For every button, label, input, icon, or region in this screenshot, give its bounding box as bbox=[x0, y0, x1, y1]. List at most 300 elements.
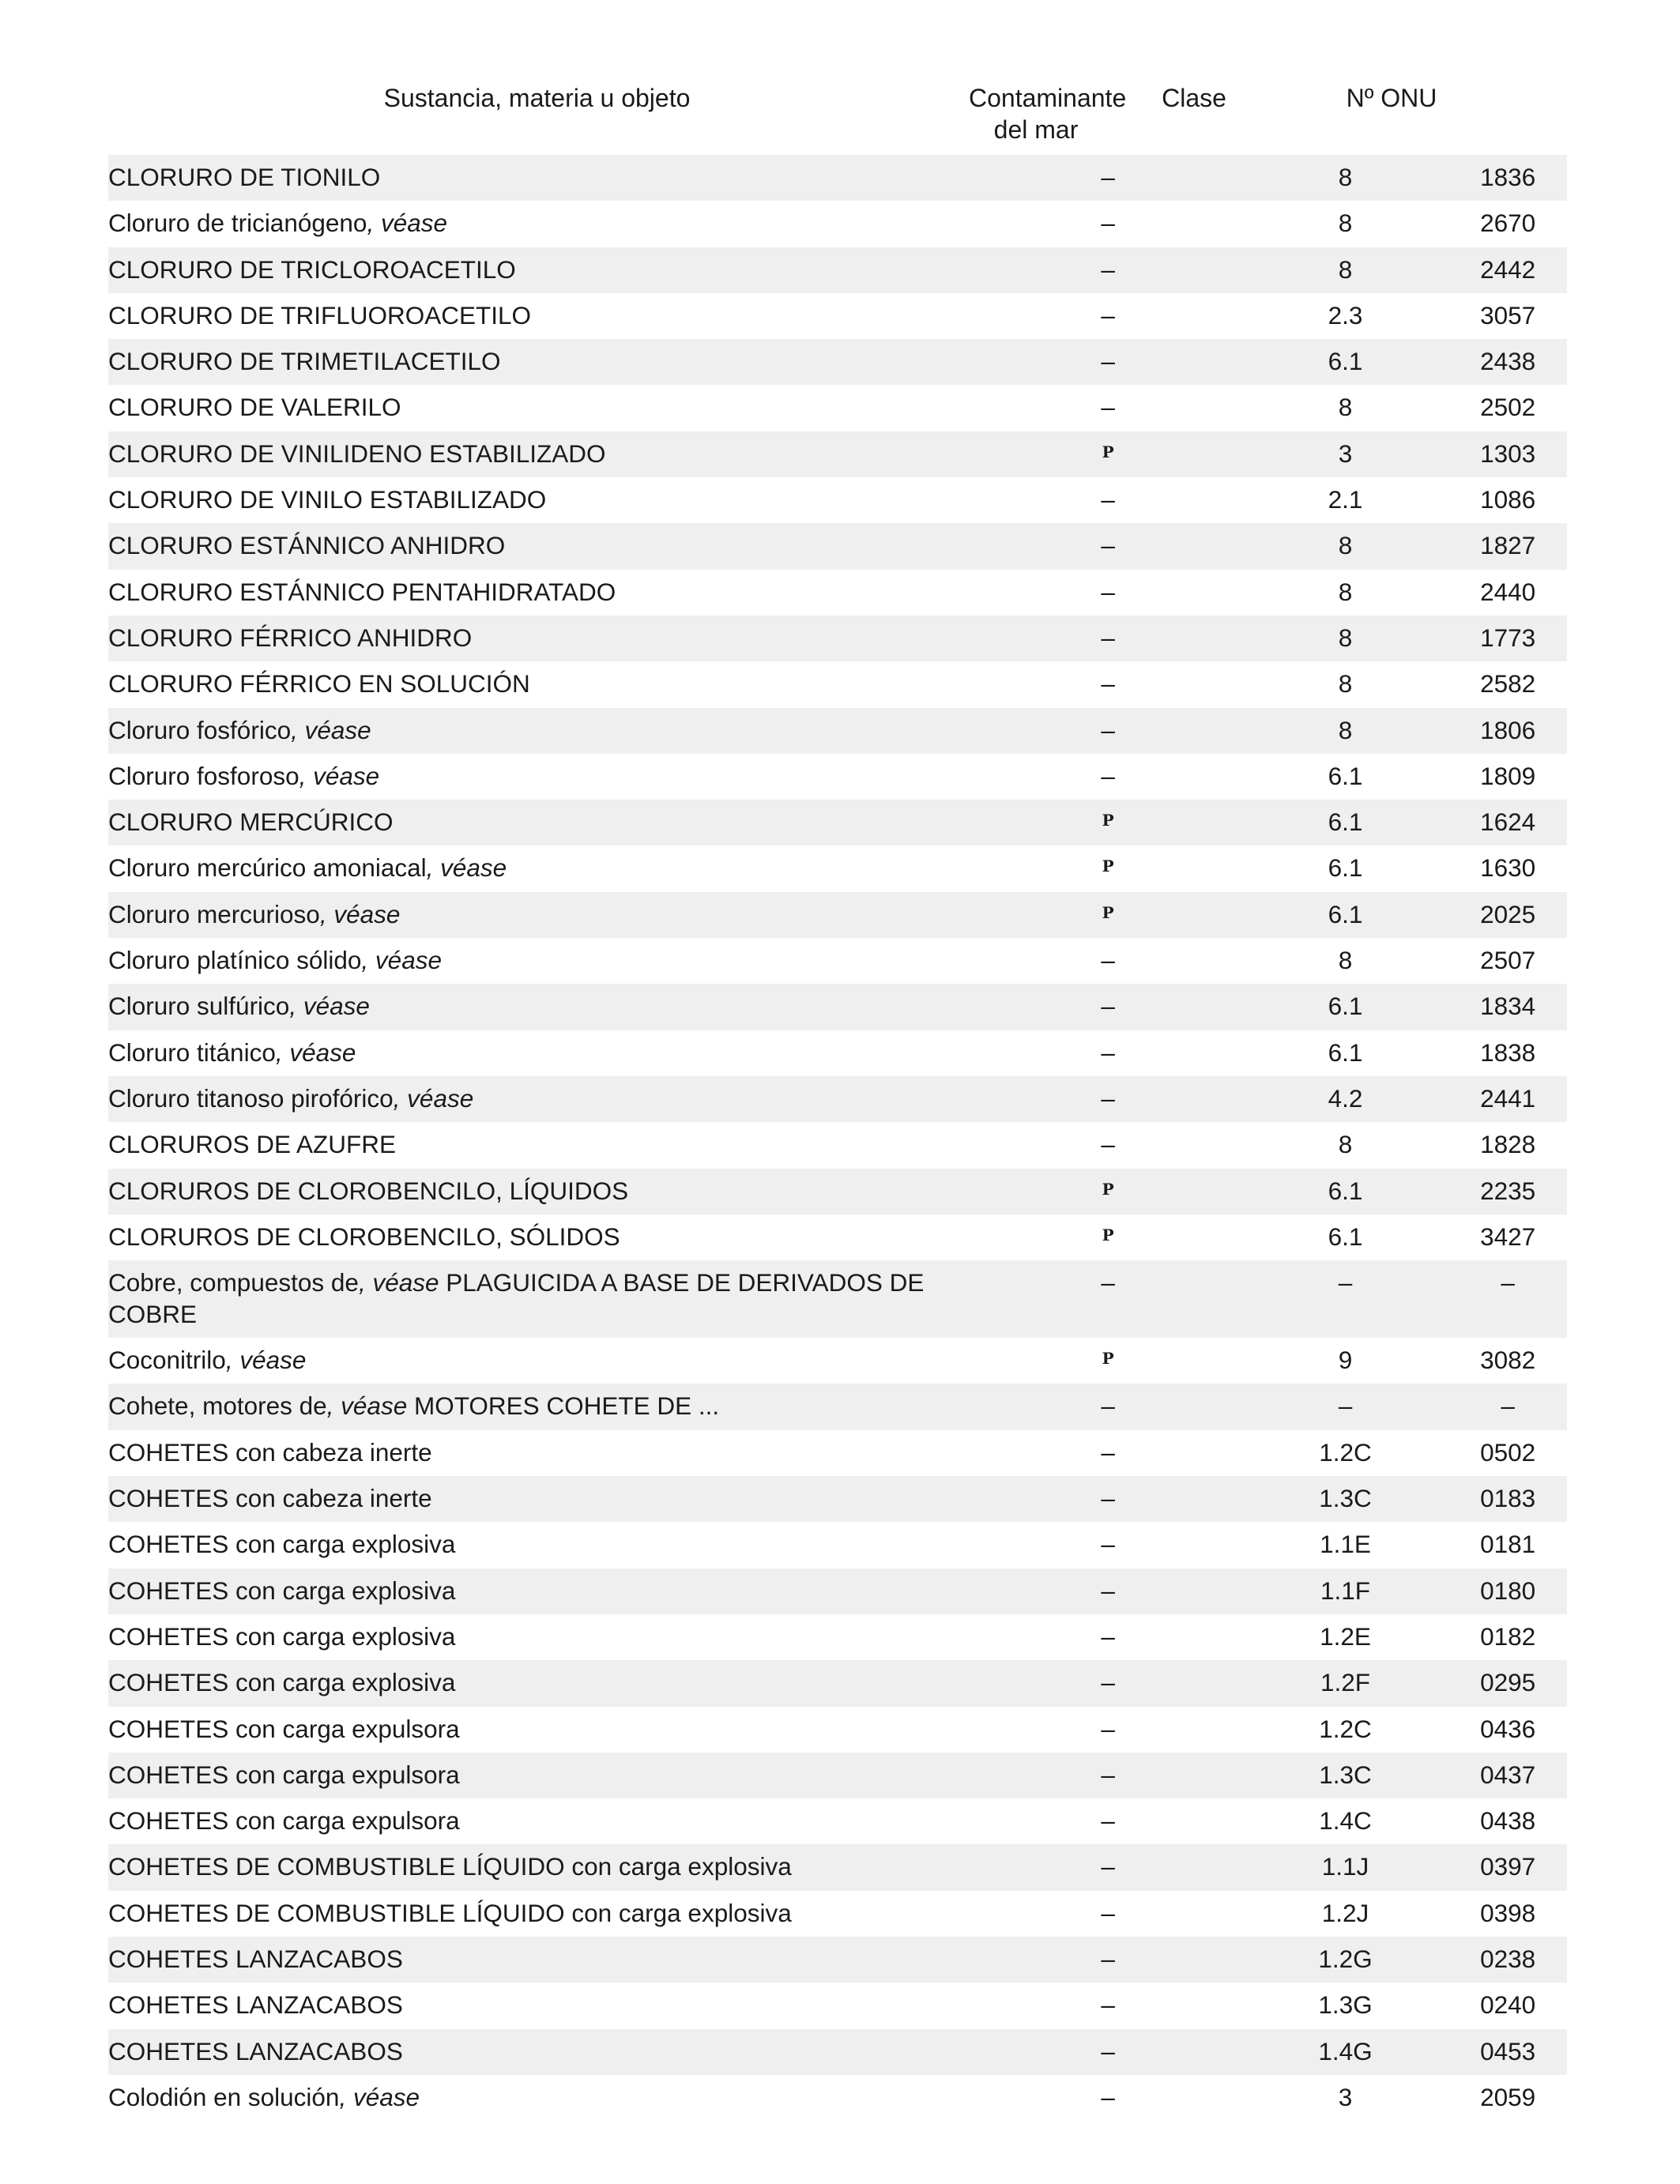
marine-pollutant-cell bbox=[968, 345, 1249, 377]
see-reference: , véase bbox=[299, 761, 380, 790]
marine-pollutant-dash: – bbox=[1101, 300, 1115, 329]
un-number-cell: – bbox=[1501, 1391, 1515, 1421]
marine-pollutant-dash: – bbox=[1101, 393, 1115, 422]
class-cell: 8 bbox=[1338, 669, 1353, 699]
substance-name-text: Cloruro fosfórico bbox=[108, 715, 292, 744]
class-cell: 1.4G bbox=[1318, 2036, 1373, 2065]
substance-name-text: Cohete, motores de bbox=[108, 1391, 327, 1421]
table-row bbox=[108, 1214, 1567, 1260]
substance-name bbox=[108, 391, 968, 423]
substance-name-text: CLORURO ESTÁNNICO ANHIDRO bbox=[108, 531, 506, 560]
un-number-cell: 1630 bbox=[1480, 853, 1536, 883]
substance-name bbox=[108, 714, 968, 746]
substance-name bbox=[108, 1621, 968, 1652]
see-reference: , véase bbox=[339, 2082, 420, 2111]
table-header bbox=[108, 79, 1567, 155]
class-cell: 8 bbox=[1338, 577, 1353, 606]
marine-pollutant-mark: P bbox=[1102, 902, 1114, 922]
marine-pollutant-dash: – bbox=[1101, 531, 1115, 560]
substance-name bbox=[108, 254, 968, 285]
marine-pollutant-dash: – bbox=[1101, 715, 1115, 744]
table-row bbox=[108, 1260, 1567, 1338]
marine-pollutant-cell bbox=[968, 254, 1249, 285]
substance-name bbox=[108, 622, 968, 653]
substance-name bbox=[108, 760, 968, 792]
see-reference: , véase bbox=[319, 899, 401, 928]
substance-name-text: Colodión en solución bbox=[108, 2082, 340, 2111]
un-number-cell: 1773 bbox=[1480, 623, 1536, 652]
class-cell: 3 bbox=[1338, 2082, 1353, 2111]
marine-pollutant-cell bbox=[968, 898, 1249, 933]
class-cell: 8 bbox=[1338, 163, 1353, 191]
table-row bbox=[108, 708, 1567, 754]
marine-pollutant-mark: P bbox=[1102, 1349, 1114, 1369]
table-row bbox=[108, 155, 1567, 201]
substance-name bbox=[108, 1083, 968, 1114]
marine-pollutant-dash: – bbox=[1101, 1530, 1115, 1559]
un-number-cell: 0295 bbox=[1480, 1668, 1536, 1697]
substance-name bbox=[108, 1267, 968, 1330]
marine-pollutant-mark: P bbox=[1102, 442, 1114, 461]
substance-name-text: CLORUROS DE CLOROBENCILO, SÓLIDOS bbox=[108, 1222, 620, 1251]
substance-name bbox=[108, 806, 968, 838]
un-number-cell: 2025 bbox=[1480, 899, 1536, 928]
substance-name-text: Cloruro mercurioso bbox=[108, 899, 320, 928]
table-row bbox=[108, 2029, 1567, 2075]
table-row bbox=[108, 661, 1567, 707]
un-number-cell: 0181 bbox=[1480, 1530, 1536, 1559]
substance-name bbox=[108, 990, 968, 1022]
substance-name bbox=[108, 1851, 968, 1882]
substance-name bbox=[108, 1037, 968, 1068]
substance-name-text: CLORURO DE VINILIDENO ESTABILIZADO bbox=[108, 439, 606, 468]
un-number-cell: 1086 bbox=[1480, 485, 1536, 514]
marine-pollutant-cell bbox=[968, 760, 1249, 792]
substance-name-text: Cloruro sulfúrico bbox=[108, 992, 290, 1021]
marine-pollutant-cell bbox=[968, 1897, 1249, 1929]
marine-pollutant-cell bbox=[968, 1482, 1249, 1514]
class-cell: 1.2F bbox=[1320, 1668, 1371, 1697]
un-number-cell: 2441 bbox=[1480, 1083, 1536, 1113]
see-reference: , véase bbox=[358, 1268, 439, 1297]
substance-name bbox=[108, 161, 968, 193]
substance-name bbox=[108, 1666, 968, 1698]
marine-pollutant-dash: – bbox=[1101, 1944, 1115, 1973]
marine-pollutant-dash: – bbox=[1101, 1083, 1115, 1113]
un-number-cell: 1838 bbox=[1480, 1037, 1536, 1067]
class-cell: 1.2E bbox=[1320, 1621, 1371, 1651]
see-reference: , véase bbox=[225, 1346, 307, 1375]
substance-name-text: COHETES DE COMBUSTIBLE LÍQUIDO con carga explosiva bbox=[108, 1898, 792, 1927]
see-target: MOTORES COHETE DE ... bbox=[407, 1391, 720, 1421]
marine-pollutant-dash: – bbox=[1101, 209, 1115, 238]
class-cell: 8 bbox=[1338, 393, 1353, 422]
class-cell: 1.2C bbox=[1319, 1437, 1372, 1467]
class-cell: 1.3C bbox=[1319, 1484, 1372, 1513]
un-number-cell: 2670 bbox=[1480, 209, 1536, 238]
marine-pollutant-dash: – bbox=[1101, 1621, 1115, 1651]
marine-pollutant-cell bbox=[968, 2035, 1249, 2067]
table-row bbox=[108, 845, 1567, 891]
marine-pollutant-cell bbox=[968, 668, 1249, 699]
table-row bbox=[108, 431, 1567, 477]
class-cell: 8 bbox=[1338, 623, 1353, 652]
class-cell: 1.3G bbox=[1318, 1990, 1373, 2020]
marine-pollutant-mark: P bbox=[1102, 1225, 1114, 1245]
table-row bbox=[108, 477, 1567, 523]
marine-pollutant-dash: – bbox=[1101, 2036, 1115, 2065]
table-row bbox=[108, 938, 1567, 984]
substance-name bbox=[108, 529, 968, 561]
marine-pollutant-cell bbox=[968, 576, 1249, 608]
class-cell: 6.1 bbox=[1328, 347, 1363, 376]
marine-pollutant-dash: – bbox=[1101, 254, 1115, 284]
marine-pollutant-cell bbox=[968, 1221, 1249, 1256]
table-row bbox=[108, 1430, 1567, 1476]
substance-name bbox=[108, 1482, 968, 1514]
class-cell: 1.1F bbox=[1320, 1576, 1371, 1605]
table-row bbox=[108, 1338, 1567, 1384]
table-row bbox=[108, 1476, 1567, 1522]
substance-name-text: COHETES con cabeza inerte bbox=[108, 1484, 432, 1513]
un-number-cell: 2059 bbox=[1480, 2082, 1536, 2111]
class-cell: 6.1 bbox=[1328, 992, 1363, 1021]
substance-name bbox=[108, 2035, 968, 2067]
substance-name-text: CLORURO DE TIONILO bbox=[108, 163, 381, 191]
table-row bbox=[108, 1753, 1567, 1798]
table-row bbox=[108, 201, 1567, 247]
see-reference: , véase bbox=[393, 1083, 474, 1113]
marine-pollutant-dash: – bbox=[1101, 761, 1115, 790]
table-body bbox=[108, 155, 1567, 2121]
table-row bbox=[108, 1983, 1567, 2028]
substance-name bbox=[108, 576, 968, 608]
marine-pollutant-cell bbox=[968, 1621, 1249, 1652]
marine-pollutant-dash: – bbox=[1101, 1898, 1115, 1927]
see-target: PLAGUICIDA A BASE DE DERIVADOS DE COBRE bbox=[108, 1268, 925, 1329]
un-number-cell: 2438 bbox=[1480, 347, 1536, 376]
substance-name-text: CLORURO DE TRIMETILACETILO bbox=[108, 347, 501, 376]
header-class: Clase bbox=[1162, 84, 1226, 112]
un-number-cell: 2235 bbox=[1480, 1176, 1536, 1205]
substance-name bbox=[108, 207, 968, 239]
substance-name bbox=[108, 852, 968, 883]
un-number-cell: 0502 bbox=[1480, 1437, 1536, 1467]
class-cell: 3 bbox=[1338, 439, 1353, 468]
class-cell: 6.1 bbox=[1328, 808, 1363, 837]
marine-pollutant-dash: – bbox=[1101, 163, 1115, 191]
substance-name bbox=[108, 944, 968, 976]
class-cell: 6.1 bbox=[1328, 853, 1363, 883]
marine-pollutant-dash: – bbox=[1101, 1806, 1115, 1836]
substance-name-text: CLORURO ESTÁNNICO PENTAHIDRATADO bbox=[108, 577, 616, 606]
marine-pollutant-cell bbox=[968, 1713, 1249, 1745]
marine-pollutant-dash: – bbox=[1101, 1268, 1115, 1297]
substance-name bbox=[108, 1528, 968, 1560]
un-number-cell: 3057 bbox=[1480, 300, 1536, 329]
table-row bbox=[108, 1844, 1567, 1890]
substance-name bbox=[108, 438, 968, 469]
table-row bbox=[108, 1937, 1567, 1983]
un-number-cell: 3427 bbox=[1480, 1222, 1536, 1251]
substance-name bbox=[108, 1175, 968, 1207]
header-substance: Sustancia, materia u objeto bbox=[383, 84, 691, 112]
marine-pollutant-cell bbox=[968, 1666, 1249, 1698]
class-cell: – bbox=[1338, 1391, 1353, 1421]
marine-pollutant-cell bbox=[968, 1128, 1249, 1160]
class-cell: 1.1J bbox=[1321, 1852, 1369, 1881]
substance-name-text: Coconitrilo bbox=[108, 1346, 226, 1375]
table-row bbox=[108, 339, 1567, 385]
table-row bbox=[108, 1660, 1567, 1706]
class-cell: – bbox=[1338, 1268, 1353, 1297]
substance-name-text: COHETES con cabeza inerte bbox=[108, 1437, 432, 1467]
un-number-cell: 2507 bbox=[1480, 946, 1536, 975]
substance-name bbox=[108, 299, 968, 331]
un-number-cell: 3082 bbox=[1480, 1346, 1536, 1375]
marine-pollutant-dash: – bbox=[1101, 1852, 1115, 1881]
see-reference: , véase bbox=[367, 209, 448, 238]
marine-pollutant-dash: – bbox=[1101, 1437, 1115, 1467]
un-number-cell: 1624 bbox=[1480, 808, 1536, 837]
table-row bbox=[108, 570, 1567, 616]
substance-name bbox=[108, 1943, 968, 1975]
substance-name bbox=[108, 1989, 968, 2020]
substance-name-text: COHETES LANZACABOS bbox=[108, 1944, 403, 1973]
substance-name-text: Cloruro titánico bbox=[108, 1037, 276, 1067]
un-number-cell: 2440 bbox=[1480, 577, 1536, 606]
marine-pollutant-dash: – bbox=[1101, 669, 1115, 699]
see-reference: , véase bbox=[361, 946, 442, 975]
substance-name-text: CLORURO MERCÚRICO bbox=[108, 808, 394, 837]
marine-pollutant-dash: – bbox=[1101, 347, 1115, 376]
marine-pollutant-cell bbox=[968, 1437, 1249, 1468]
substance-name bbox=[108, 1897, 968, 1929]
substance-name-text: Cloruro de tricianógeno bbox=[108, 209, 367, 238]
un-number-cell: 0453 bbox=[1480, 2036, 1536, 2065]
substance-name bbox=[108, 668, 968, 699]
substance-name-text: CLORURO DE VINILO ESTABILIZADO bbox=[108, 485, 547, 514]
un-number-cell: 0398 bbox=[1480, 1898, 1536, 1927]
marine-pollutant-cell bbox=[968, 1390, 1249, 1421]
substance-name-text: CLORURO DE TRICLOROACETILO bbox=[108, 254, 516, 284]
table-row bbox=[108, 1614, 1567, 1660]
table-row bbox=[108, 1169, 1567, 1214]
class-cell: 9 bbox=[1338, 1346, 1353, 1375]
substance-name-text: CLORURO DE VALERILO bbox=[108, 393, 401, 422]
class-cell: 8 bbox=[1338, 531, 1353, 560]
marine-pollutant-mark: P bbox=[1102, 857, 1114, 876]
class-cell: 6.1 bbox=[1328, 761, 1363, 790]
class-cell: 1.3C bbox=[1319, 1760, 1372, 1789]
see-reference: , véase bbox=[275, 1037, 356, 1067]
substance-name bbox=[108, 898, 968, 930]
un-number-cell: 0436 bbox=[1480, 1714, 1536, 1743]
marine-pollutant-dash: – bbox=[1101, 1391, 1115, 1421]
class-cell: 1.1E bbox=[1320, 1530, 1371, 1559]
substance-name-text: Cloruro titanoso pirofórico bbox=[108, 1083, 394, 1113]
marine-pollutant-dash: – bbox=[1101, 992, 1115, 1021]
class-cell: 1.2G bbox=[1318, 1944, 1373, 1973]
table-row bbox=[108, 1076, 1567, 1122]
substance-name-text: COHETES con carga explosiva bbox=[108, 1530, 456, 1559]
un-number-cell: 1836 bbox=[1480, 163, 1536, 191]
see-reference: , véase bbox=[289, 992, 370, 1021]
marine-pollutant-dash: – bbox=[1101, 623, 1115, 652]
class-cell: 6.1 bbox=[1328, 1037, 1363, 1067]
marine-pollutant-dash: – bbox=[1101, 1037, 1115, 1067]
marine-pollutant-cell bbox=[968, 1175, 1249, 1210]
class-cell: 6.1 bbox=[1328, 1222, 1363, 1251]
table-row bbox=[108, 616, 1567, 661]
class-cell: 1.2J bbox=[1321, 1898, 1369, 1927]
marine-pollutant-cell bbox=[968, 1344, 1249, 1379]
marine-pollutant-cell bbox=[968, 622, 1249, 653]
marine-pollutant-cell bbox=[968, 1083, 1249, 1114]
substance-name-text: CLORUROS DE CLOROBENCILO, LÍQUIDOS bbox=[108, 1176, 629, 1205]
un-number-cell: 0240 bbox=[1480, 1990, 1536, 2020]
un-number-cell: 0438 bbox=[1480, 1806, 1536, 1836]
marine-pollutant-cell bbox=[968, 990, 1249, 1022]
marine-pollutant-dash: – bbox=[1101, 577, 1115, 606]
marine-pollutant-cell bbox=[968, 1528, 1249, 1560]
table-row bbox=[108, 247, 1567, 293]
marine-pollutant-cell bbox=[968, 1851, 1249, 1882]
class-cell: 8 bbox=[1338, 715, 1353, 744]
substance-name bbox=[108, 1437, 968, 1468]
substance-table bbox=[108, 79, 1567, 2121]
substance-name-text: COHETES LANZACABOS bbox=[108, 1990, 403, 2020]
marine-pollutant-dash: – bbox=[1101, 1484, 1115, 1513]
marine-pollutant-cell bbox=[968, 806, 1249, 841]
substance-name-text: Cloruro mercúrico amoniacal bbox=[108, 853, 427, 883]
table-row bbox=[108, 1891, 1567, 1937]
substance-name bbox=[108, 484, 968, 515]
table-row bbox=[108, 984, 1567, 1030]
substance-name bbox=[108, 345, 968, 377]
un-number-cell: 0397 bbox=[1480, 1852, 1536, 1881]
table-row bbox=[108, 293, 1567, 339]
substance-name bbox=[108, 1713, 968, 1745]
marine-pollutant-cell bbox=[968, 2081, 1249, 2113]
un-number-cell: 1828 bbox=[1480, 1130, 1536, 1159]
un-number-cell: 0180 bbox=[1480, 1576, 1536, 1605]
substance-name bbox=[108, 1759, 968, 1791]
un-number-cell: 1809 bbox=[1480, 761, 1536, 790]
marine-pollutant-dash: – bbox=[1101, 1130, 1115, 1159]
substance-name-text: COHETES con carga explosiva bbox=[108, 1668, 456, 1697]
un-number-cell: 2582 bbox=[1480, 669, 1536, 699]
marine-pollutant-cell bbox=[968, 391, 1249, 423]
marine-pollutant-cell bbox=[968, 1759, 1249, 1791]
un-number-cell: 1806 bbox=[1480, 715, 1536, 744]
header-marine-pollutant: Contaminante del mar bbox=[969, 84, 1127, 144]
class-cell: 8 bbox=[1338, 254, 1353, 284]
table-row bbox=[108, 1384, 1567, 1429]
class-cell: 6.1 bbox=[1328, 899, 1363, 928]
marine-pollutant-cell bbox=[968, 207, 1249, 239]
marine-pollutant-dash: – bbox=[1101, 946, 1115, 975]
substance-name bbox=[108, 1128, 968, 1160]
marine-pollutant-cell bbox=[968, 299, 1249, 331]
table-row bbox=[108, 1522, 1567, 1568]
table-row bbox=[108, 1568, 1567, 1614]
un-number-cell: 2502 bbox=[1480, 393, 1536, 422]
substance-name-text: COHETES con carga expulsora bbox=[108, 1806, 460, 1836]
table-row bbox=[108, 1122, 1567, 1168]
substance-name bbox=[108, 1344, 968, 1376]
table-row bbox=[108, 385, 1567, 431]
see-reference: , véase bbox=[291, 715, 371, 744]
marine-pollutant-dash: – bbox=[1101, 485, 1115, 514]
marine-pollutant-mark: P bbox=[1102, 811, 1114, 830]
class-cell: 8 bbox=[1338, 1130, 1353, 1159]
un-number-cell: – bbox=[1501, 1268, 1515, 1297]
table-row bbox=[108, 892, 1567, 938]
substance-name-text: COHETES con carga explosiva bbox=[108, 1576, 456, 1605]
class-cell: 4.2 bbox=[1328, 1083, 1363, 1113]
marine-pollutant-cell bbox=[968, 1575, 1249, 1606]
un-number-cell: 0238 bbox=[1480, 1944, 1536, 1973]
substance-name-text: Cobre, compuestos de bbox=[108, 1268, 359, 1297]
table-row bbox=[108, 523, 1567, 569]
substance-name-text: COHETES DE COMBUSTIBLE LÍQUIDO con carga explosiva bbox=[108, 1852, 792, 1881]
marine-pollutant-cell bbox=[968, 161, 1249, 193]
class-cell: 1.2C bbox=[1319, 1714, 1372, 1743]
marine-pollutant-cell bbox=[968, 1805, 1249, 1836]
marine-pollutant-cell bbox=[968, 484, 1249, 515]
class-cell: 2.1 bbox=[1328, 485, 1363, 514]
marine-pollutant-cell bbox=[968, 714, 1249, 746]
substance-name-text: Cloruro fosforoso bbox=[108, 761, 299, 790]
substance-name-text: COHETES con carga explosiva bbox=[108, 1621, 456, 1651]
substance-name bbox=[108, 1390, 968, 1421]
un-number-cell: 0182 bbox=[1480, 1621, 1536, 1651]
un-number-cell: 1303 bbox=[1480, 439, 1536, 468]
marine-pollutant-dash: – bbox=[1101, 1576, 1115, 1605]
substance-name-text: CLORURO FÉRRICO EN SOLUCIÓN bbox=[108, 669, 530, 699]
marine-pollutant-cell bbox=[968, 438, 1249, 473]
substance-name-text: CLORUROS DE AZUFRE bbox=[108, 1130, 397, 1159]
table-row bbox=[108, 1707, 1567, 1753]
marine-pollutant-cell bbox=[968, 1989, 1249, 2020]
class-cell: 8 bbox=[1338, 209, 1353, 238]
substance-name-text: CLORURO FÉRRICO ANHIDRO bbox=[108, 623, 473, 652]
class-cell: 2.3 bbox=[1328, 300, 1363, 329]
substance-name bbox=[108, 1575, 968, 1606]
table-row bbox=[108, 2075, 1567, 2121]
marine-pollutant-cell bbox=[968, 944, 1249, 976]
marine-pollutant-cell bbox=[968, 1037, 1249, 1068]
substance-name-text: COHETES con carga expulsora bbox=[108, 1714, 460, 1743]
marine-pollutant-dash: – bbox=[1101, 2082, 1115, 2111]
un-number-cell: 1827 bbox=[1480, 531, 1536, 560]
un-number-cell: 0183 bbox=[1480, 1484, 1536, 1513]
marine-pollutant-dash: – bbox=[1101, 1668, 1115, 1697]
class-cell: 6.1 bbox=[1328, 1176, 1363, 1205]
marine-pollutant-dash: – bbox=[1101, 1760, 1115, 1789]
marine-pollutant-cell bbox=[968, 1943, 1249, 1975]
table-row bbox=[108, 1798, 1567, 1844]
marine-pollutant-cell bbox=[968, 1267, 1249, 1298]
marine-pollutant-cell bbox=[968, 529, 1249, 561]
substance-name bbox=[108, 1805, 968, 1836]
un-number-cell: 2442 bbox=[1480, 254, 1536, 284]
substance-name bbox=[108, 2081, 968, 2113]
see-reference: , véase bbox=[426, 853, 507, 883]
see-reference: , véase bbox=[326, 1391, 408, 1421]
marine-pollutant-dash: – bbox=[1101, 1714, 1115, 1743]
